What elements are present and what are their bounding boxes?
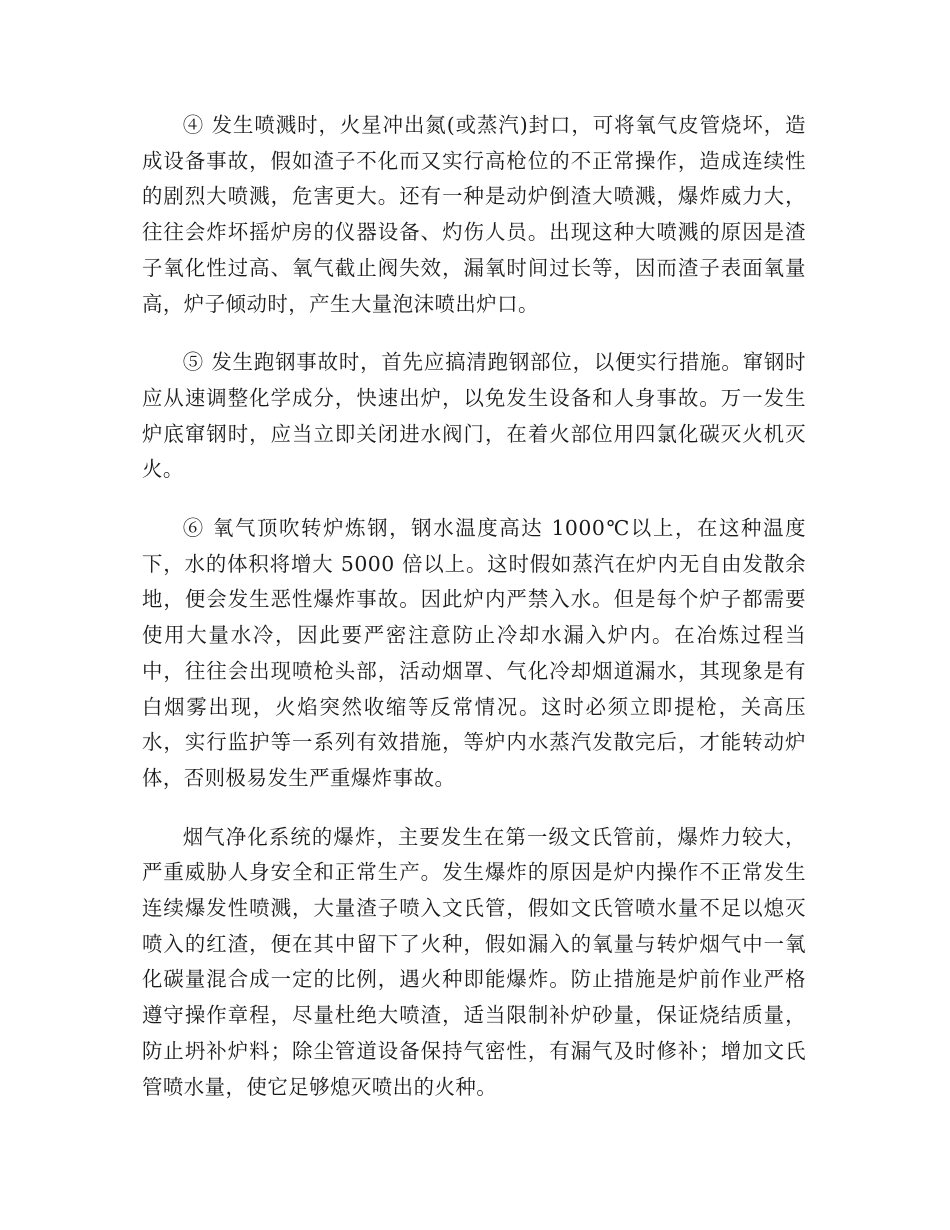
document-page (142, 108, 806, 1128)
paragraph-item-6-water-explosion: ⑥ 氧气顶吹转炉炼钢，钢水温度高达 1000℃以上，在这种温度下，水的体积将增大 5000 倍以上。这时假如蒸汽在炉内无自由发散余地，便会发生恶性爆炸事故。因此炉内严禁入水。但是每个炉子都需要使用大量水冷，因此要严密注意防止冷却水漏入炉内。在冶炼过程当中，往往会出现喷枪头部，活动烟罩、气化冷却烟道漏水，其现象是有白烟雾出现，火焰突然收缩等反常情况。这时必须立即提枪，关高压水，实行监护等一系列有效措施，等炉内水蒸汽发散完后，才能转动炉体，否则极易发生严重爆炸事故。 (142, 516, 806, 790)
paragraph-item-5-steel-leak: ⑤ 发生跑钢事故时，首先应搞清跑钢部位，以便实行措施。窜钢时应从速调整化学成分，快速出炉，以免发生设备和人身事故。万一发生炉底窜钢时，应当立即关闭进水阀门，在着火部位用四氯化碳灭火机灭火。 (142, 350, 806, 482)
paragraph-item-4-splash: ④ 发生喷溅时，火星冲出氮(或蒸汽)封口，可将氧气皮管烧坏，造成设备事故，假如渣子不化而又实行高枪位的不正常操作，造成连续性的剧烈大喷溅，危害更大。还有一种是动炉倒渣大喷溅，爆炸威力大，往往会炸坏摇炉房的仪器设备、灼伤人员。出现这种大喷溅的原因是渣子氧化性过高、氧气截止阀失效，漏氧时间过长等，因而渣子表面氧量高，炉子倾动时，产生大量泡沫喷出炉口。 (142, 113, 806, 316)
paragraph-flue-gas-explosion: 烟气净化系统的爆炸，主要发生在第一级文氏管前，爆炸力较大，严重威胁人身安全和正常生产。发生爆炸的原因是炉内操作不正常发生连续爆发性喷溅，大量渣子喷入文氏管，假如文氏管喷水量不足以熄灭喷入的红渣，便在其中留下了火种，假如漏入的氧量与转炉烟气中一氧化碳量混合成一定的比例，遇火种即能爆炸。防止措施是炉前作业严格遵守操作章程，尽量杜绝大喷渣，适当限制补炉砂量，保证烧结质量，防止坍补炉料；除尘管道设备保持气密性，有漏气及时修补；增加文氏管喷水量，使它足够熄灭喷出的火种。 (142, 824, 806, 1099)
